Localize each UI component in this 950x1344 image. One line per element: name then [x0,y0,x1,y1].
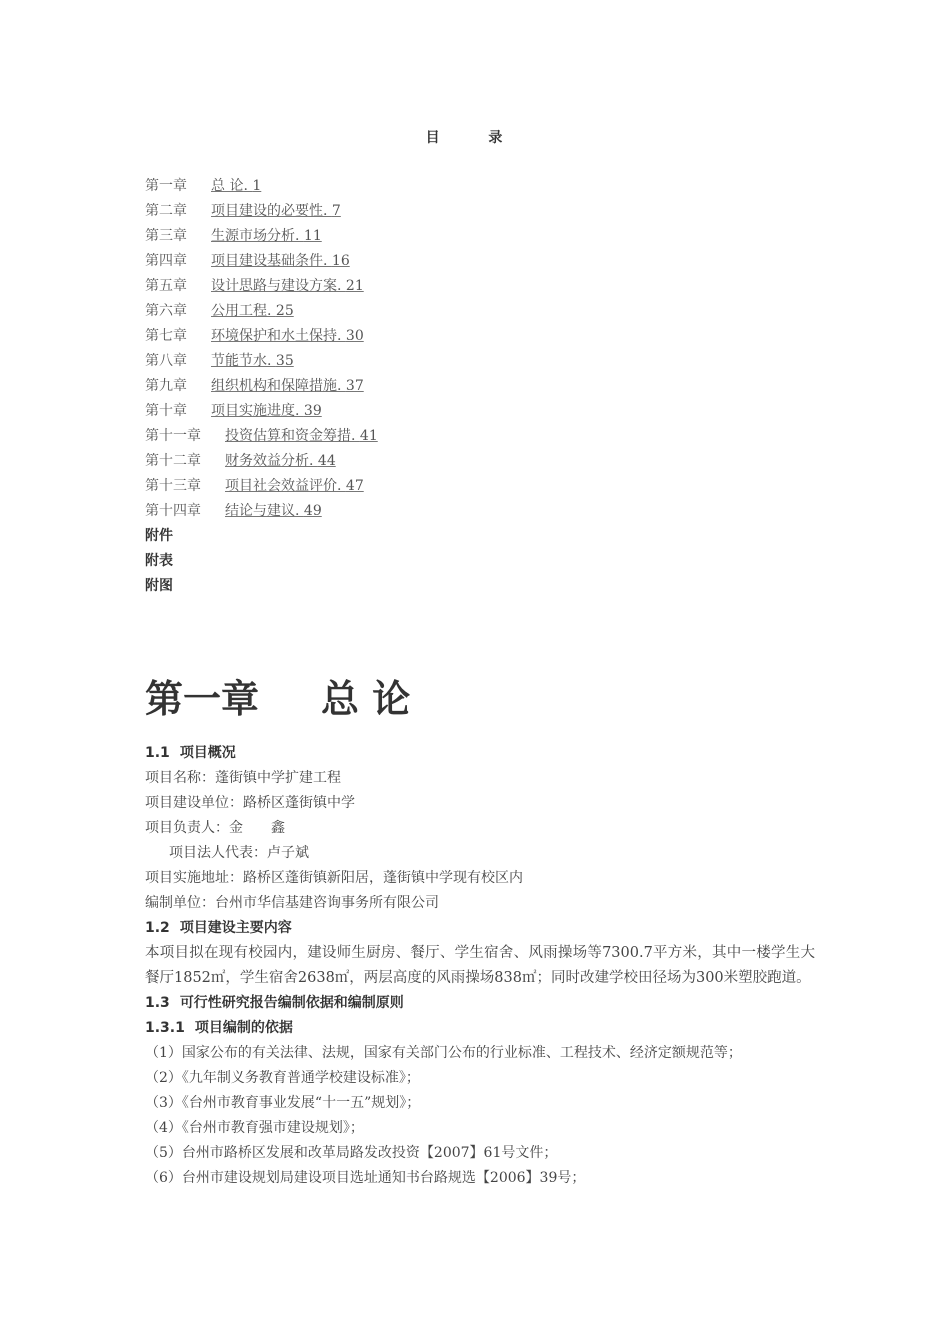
toc-link-chapter-4[interactable]: 第四章 项目建设基础条件. 16 [145,253,350,269]
toc-item [145,199,845,224]
section-heading-1-2: 1.2 项目建设主要内容 [145,920,292,936]
toc-item [145,374,845,399]
toc-link-chapter-12[interactable]: 第十二章 财务效益分析. 44 [145,453,336,469]
chapter-number: 第一章 [145,677,260,721]
chapter-title: 总 论 [321,677,411,721]
toc-title: 目 录 [425,130,525,146]
toc-link-chapter-5[interactable]: 第五章 设计思路与建设方案. 21 [145,278,364,294]
toc-item [145,424,845,449]
table-of-contents [145,174,845,599]
toc-link-chapter-10[interactable]: 第十章 项目实施进度. 39 [145,403,322,419]
toc-item [145,249,845,274]
chapter-body [145,741,815,1191]
toc-link-chapter-11[interactable]: 第十一章 投资估算和资金筹措. 41 [145,428,378,444]
toc-link-chapter-14[interactable]: 第十四章 结论与建议. 49 [145,503,322,519]
toc-link-chapter-8[interactable]: 第八章 节能节水. 35 [145,353,294,369]
toc-link-chapter-6[interactable]: 第六章 公用工程. 25 [145,303,294,319]
compiler-line: 编制单位：台州市华信基建咨询事务所有限公司 [145,895,439,911]
toc-appendix-attachments: 附件 [145,528,173,544]
construction-content-paragraph: 本项目拟在现有校园内，建设师生厨房、餐厅、学生宿舍、风雨操场等7300.7平方米，其中一楼学生大餐厅1852㎡，学生宿舍2638㎡，两层高度的风雨操场838㎡；同时改建学校田径场为300米塑胶跑道。 [145,945,815,986]
toc-link-chapter-9[interactable]: 第九章 组织机构和保障措施. 37 [145,378,364,394]
chapter-heading [145,668,410,723]
legal-representative-line: 项目法人代表：卢子斌 [169,845,309,861]
basis-item: （2）《九年制义务教育普通学校建设标准》； [145,1070,420,1086]
toc-item [145,174,845,199]
section-heading-1-3-1: 1.3.1 项目编制的依据 [145,1020,293,1036]
project-leader-line: 项目负责人：金 鑫 [145,820,285,836]
basis-item: （3）《台州市教育事业发展“十一五”规划》； [145,1095,421,1111]
project-address-line: 项目实施地址：路桥区蓬街镇新阳居，蓬街镇中学现有校区内 [145,870,523,886]
toc-appendix-figures: 附图 [145,578,173,594]
toc-item [145,399,845,424]
basis-item: （5）台州市路桥区发展和改革局路发改投资【2007】61号文件； [145,1145,558,1161]
toc-item [145,299,845,324]
basis-item: （4）《台州市教育强市建设规划》； [145,1120,364,1136]
toc-item [145,274,845,299]
toc-link-chapter-13[interactable]: 第十三章 项目社会效益评价. 47 [145,478,364,494]
basis-item: （6）台州市建设规划局建设项目选址通知书台路规选【2006】39号； [145,1170,586,1186]
toc-item [145,499,845,524]
toc-link-chapter-1[interactable]: 第一章 总 论. 1 [145,178,262,194]
toc-item [145,449,845,474]
project-unit-line: 项目建设单位：路桥区蓬街镇中学 [145,795,355,811]
basis-item: （1）国家公布的有关法律、法规，国家有关部门公布的行业标准、工程技术、经济定额规范等； [145,1045,742,1061]
toc-item [145,224,845,249]
section-heading-1-1: 1.1 项目概况 [145,745,236,761]
project-name-line: 项目名称：蓬街镇中学扩建工程 [145,770,341,786]
section-heading-1-3: 1.3 可行性研究报告编制依据和编制原则 [145,995,404,1011]
toc-item [145,324,845,349]
toc-appendix-tables: 附表 [145,553,173,569]
toc-link-chapter-7[interactable]: 第七章 环境保护和水土保持. 30 [145,328,364,344]
toc-item [145,349,845,374]
toc-link-chapter-2[interactable]: 第二章 项目建设的必要性. 7 [145,203,341,219]
toc-item [145,474,845,499]
toc-link-chapter-3[interactable]: 第三章 生源市场分析. 11 [145,228,322,244]
